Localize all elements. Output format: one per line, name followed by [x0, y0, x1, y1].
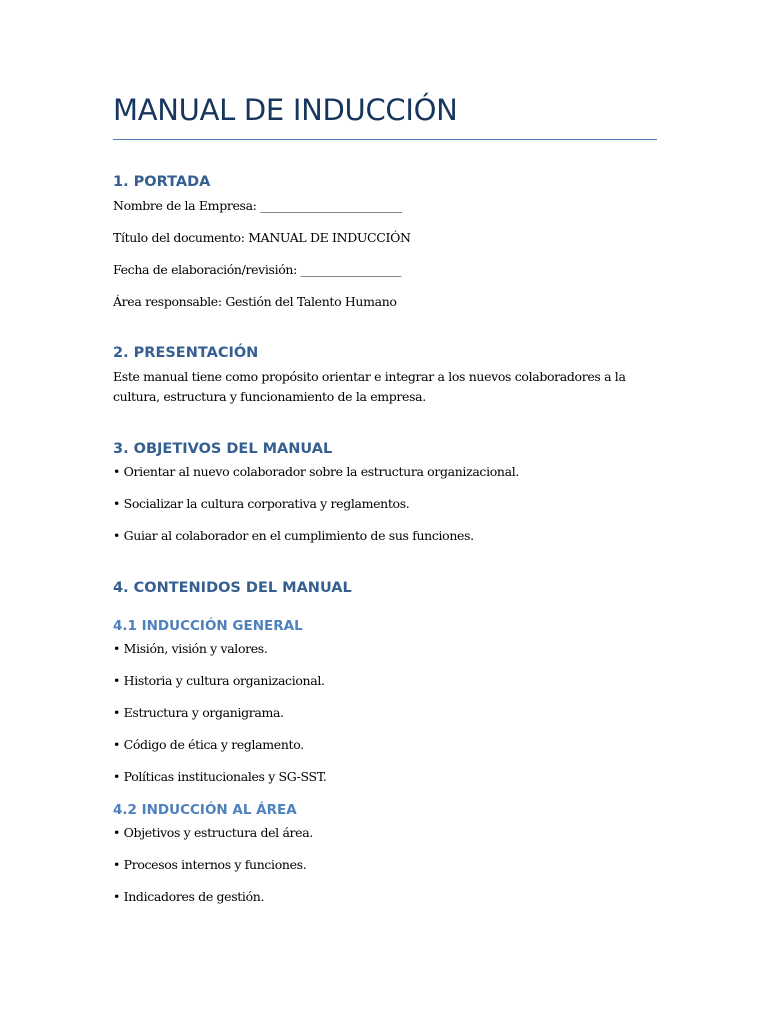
list-item: • Políticas institucionales y SG-SST.	[113, 769, 327, 784]
list-item: • Estructura y organigrama.	[113, 705, 284, 720]
list-item: • Código de ética y reglamento.	[113, 737, 304, 752]
heading-presentacion: 2. PRESENTACIÓN	[113, 345, 259, 361]
field-fecha-elaboracion: Fecha de elaboración/revisión: _________________	[113, 262, 401, 277]
document-page	[113, 0, 658, 1024]
list-item: • Historia y cultura organizacional.	[113, 673, 325, 688]
list-item: • Misión, visión y valores.	[113, 641, 268, 656]
heading-induccion-general: 4.1 INDUCCIÓN GENERAL	[113, 618, 303, 634]
list-item: • Orientar al nuevo colaborador sobre la estructura organizacional.	[113, 464, 519, 479]
list-item: • Objetivos y estructura del área.	[113, 825, 313, 840]
title-divider	[113, 139, 657, 140]
list-item: • Indicadores de gestión.	[113, 889, 265, 904]
list-item: • Socializar la cultura corporativa y reglamentos.	[113, 496, 410, 511]
field-nombre-empresa: Nombre de la Empresa: ________________________	[113, 198, 402, 213]
presentacion-text: Este manual tiene como propósito orientar e integrar a los nuevos colaboradores a la cultura, estructura y funcionamiento de la empresa.	[113, 369, 626, 404]
heading-objetivos: 3. OBJETIVOS DEL MANUAL	[113, 441, 333, 457]
field-area-responsable: Área responsable: Gestión del Talento Humano	[113, 294, 397, 309]
heading-induccion-area: 4.2 INDUCCIÓN AL ÁREA	[113, 802, 297, 818]
heading-contenidos: 4. CONTENIDOS DEL MANUAL	[113, 580, 352, 596]
document-title: MANUAL DE INDUCCIÓN	[113, 93, 458, 127]
list-item: • Guiar al colaborador en el cumplimiento de sus funciones.	[113, 528, 474, 543]
list-item: • Procesos internos y funciones.	[113, 857, 307, 872]
heading-portada: 1. PORTADA	[113, 174, 211, 190]
field-titulo-documento: Título del documento: MANUAL DE INDUCCIÓN	[113, 230, 411, 245]
